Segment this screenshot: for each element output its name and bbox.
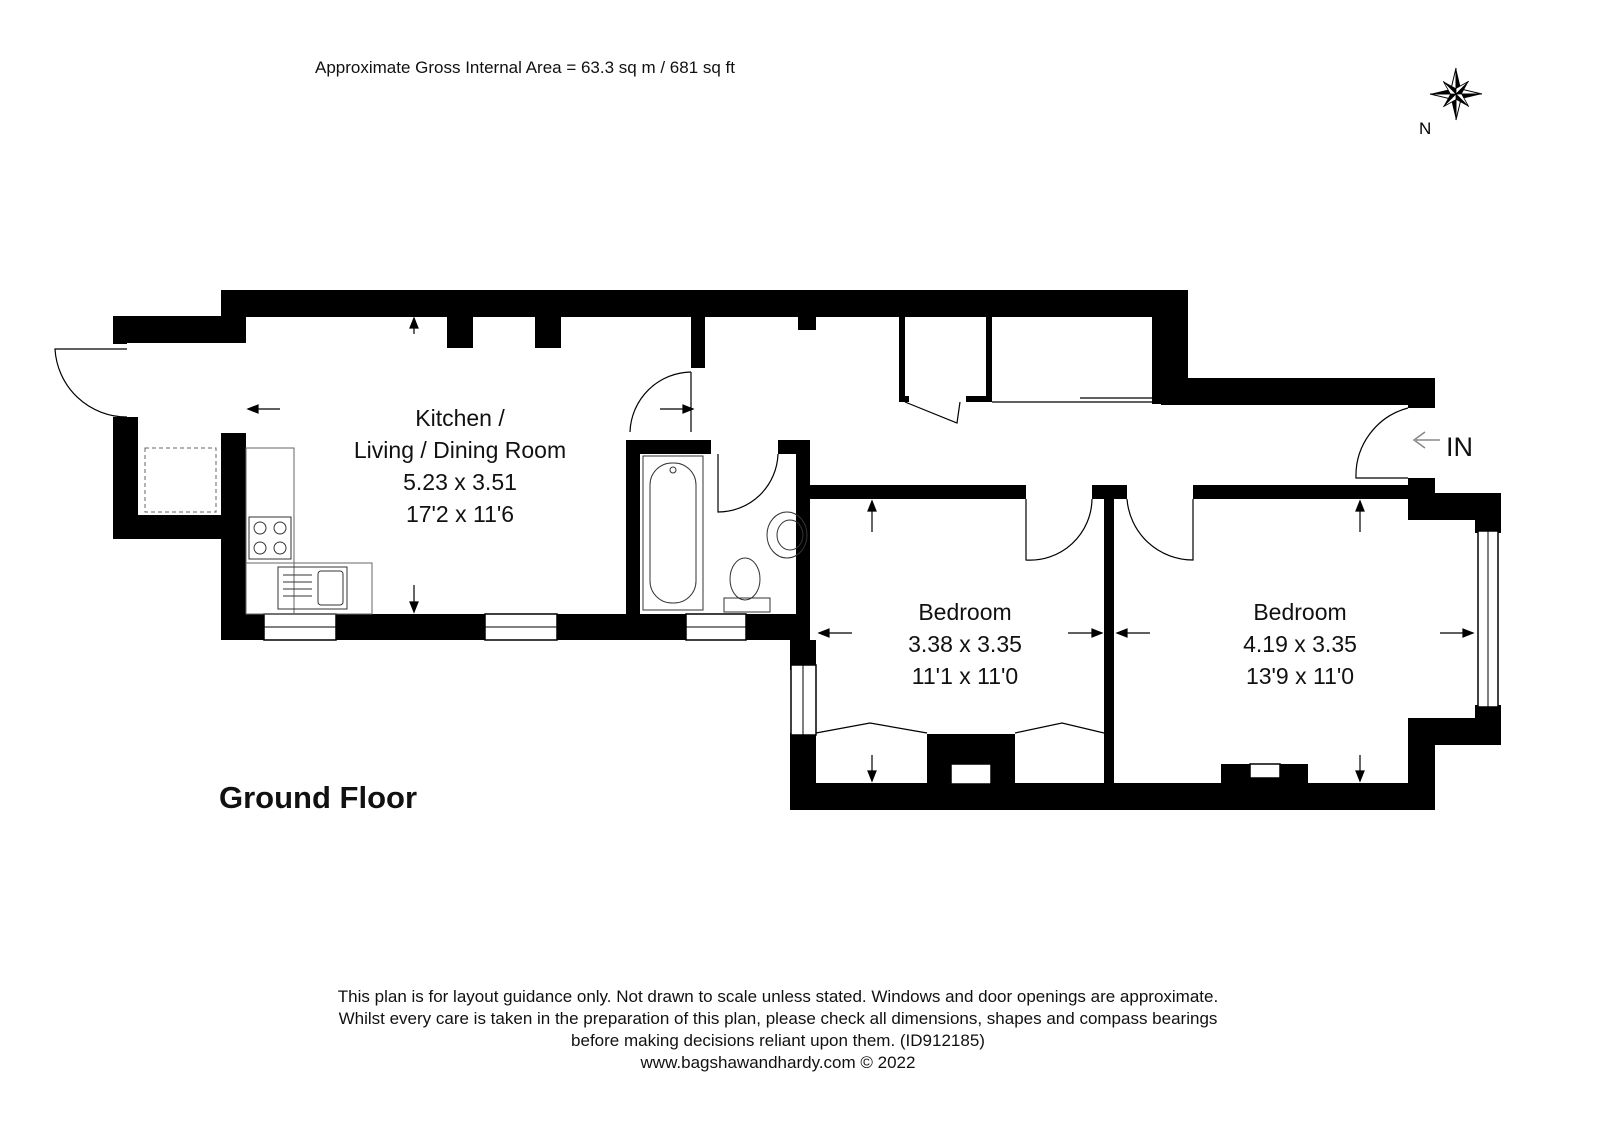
- room-name: Bedroom: [1253, 599, 1347, 625]
- room-label-kitchen-living: [300, 402, 620, 530]
- room-name-line1: Kitchen /: [415, 405, 505, 431]
- room-dimensions-metric: 3.38 x 3.35: [908, 631, 1022, 657]
- room-dimensions-imperial: 13'9 x 11'0: [1245, 663, 1355, 689]
- room-dimensions-metric: 5.23 x 3.51: [403, 469, 517, 495]
- hob-icon: [249, 517, 291, 559]
- floor-title: Ground Floor: [219, 780, 418, 815]
- disclaimer-line-2: Whilst every care is taken in the preparation of this plan, please check all dimensions, shapes and compass bearings: [338, 1009, 1218, 1028]
- room-label-bedroom-2: [1185, 596, 1415, 692]
- website-copyright: www.bagshawandhardy.com © 2022: [640, 1053, 916, 1072]
- bath-icon: [643, 456, 703, 610]
- entrance-label: IN: [1446, 432, 1473, 462]
- disclaimer-line-3: before making decisions reliant upon them. (ID912185): [571, 1031, 985, 1050]
- meter-box: [145, 448, 216, 512]
- disclaimer: [0, 986, 1556, 1074]
- room-label-bedroom-1: [850, 596, 1080, 692]
- room-dimensions-imperial: 11'1 x 11'0: [911, 663, 1019, 689]
- compass-north-label: N: [1420, 119, 1432, 138]
- room-name-line2: Living / Dining Room: [353, 437, 567, 463]
- disclaimer-line-1: This plan is for layout guidance only. Not drawn to scale unless stated. Windows and door openings are approximate.: [337, 987, 1219, 1006]
- sink-icon: [278, 567, 347, 609]
- room-name: Bedroom: [918, 599, 1012, 625]
- toilet-icon: [724, 558, 770, 612]
- room-dimensions-imperial: 17'2 x 11'6: [405, 501, 515, 527]
- entrance-arrow-icon: [1414, 432, 1440, 448]
- gross-internal-area: Approximate Gross Internal Area = 63.3 sq m / 681 sq ft: [314, 58, 736, 77]
- room-dimensions-metric: 4.19 x 3.35: [1243, 631, 1357, 657]
